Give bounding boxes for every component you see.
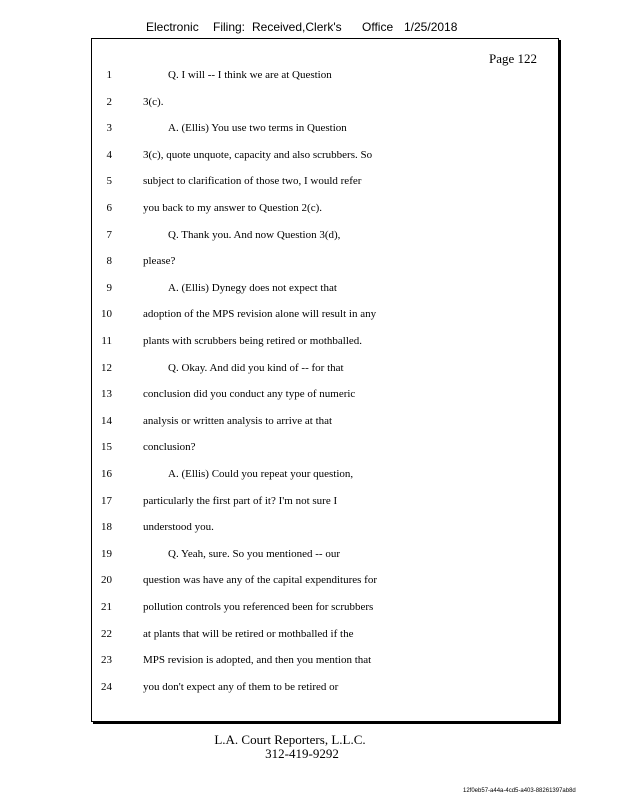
transcript-line: [92, 574, 558, 600]
line-text: analysis or written analysis to arrive at that: [143, 414, 333, 427]
line-text: understood you.: [143, 521, 214, 534]
line-number: 21: [101, 601, 112, 613]
transcript-page: [91, 38, 559, 722]
transcript-line: [92, 654, 558, 680]
transcript-line: [92, 468, 558, 494]
transcript-line: [92, 69, 558, 95]
page-number: Page 122: [488, 51, 537, 66]
transcript-line: [92, 282, 558, 308]
line-text: you back to my answer to Question 2(c).: [143, 202, 323, 214]
filing-electronic: Electronic: [146, 20, 199, 34]
line-number: 2: [106, 95, 112, 108]
filing-office: Office: [362, 20, 394, 34]
transcript-line: [92, 681, 558, 707]
line-text: you don't expect any of them to be retired or: [143, 680, 339, 693]
line-text: 3(c).: [143, 95, 164, 108]
line-number: 6: [106, 202, 112, 214]
line-number: 22: [101, 627, 112, 640]
line-number: 10: [101, 308, 112, 321]
reporter-phone: 312-419-9292: [265, 746, 339, 761]
transcript-line: [92, 548, 558, 574]
reporter-company: L.A. Court Reporters, L.L.C.: [214, 732, 366, 747]
line-text: adoption of the MPS revision alone will result in any: [143, 308, 377, 321]
line-number: 3: [106, 122, 112, 135]
filing-header: [146, 20, 466, 36]
filing-date: 1/25/2018: [404, 20, 458, 34]
transcript-line: [92, 175, 558, 201]
line-number: 19: [101, 547, 112, 560]
line-number: 4: [106, 148, 112, 161]
footer: [180, 733, 400, 761]
line-text: 3(c), quote unquote, capacity and also scrubbers. So: [143, 148, 373, 161]
line-number: 14: [101, 414, 112, 427]
line-number: 20: [101, 574, 112, 587]
line-text: A. (Ellis) Dynegy does not expect that: [168, 281, 337, 294]
line-number: 11: [101, 335, 112, 347]
line-number: 23: [101, 654, 112, 667]
line-text: at plants that will be retired or mothballed if the: [143, 627, 354, 640]
line-number: 8: [106, 255, 112, 268]
line-number: 7: [106, 228, 112, 241]
document-id: 12f0eb57-a44a-4cd5-a403-88261397ab8d: [463, 788, 576, 794]
transcript-line: [92, 628, 558, 654]
transcript-line: [92, 521, 558, 547]
line-text: Q. Yeah, sure. So you mentioned -- our: [168, 547, 341, 560]
filing-received: Received,Clerk's: [252, 20, 342, 34]
line-text: pollution controls you referenced been for scrubbers: [143, 601, 374, 613]
transcript-line: [92, 388, 558, 414]
line-number: 16: [101, 468, 112, 480]
line-text: subject to clarification of those two, I would refer: [143, 175, 362, 188]
line-text: Q. Thank you. And now Question 3(d),: [168, 228, 341, 241]
transcript-line: [92, 122, 558, 148]
line-number: 12: [101, 361, 112, 374]
line-text: Q. Okay. And did you kind of -- for that: [168, 361, 344, 374]
line-number: 1: [106, 69, 112, 81]
transcript-line: [92, 202, 558, 228]
line-text: A. (Ellis) You use two terms in Question: [168, 122, 347, 135]
line-text: A. (Ellis) Could you repeat your question,: [168, 468, 354, 480]
transcript-line: [92, 255, 558, 281]
transcript-line: [92, 335, 558, 361]
transcript-line: [92, 308, 558, 334]
filing-label: Filing:: [213, 20, 246, 34]
line-number: 5: [106, 175, 112, 188]
line-text: particularly the first part of it? I'm not sure I: [143, 494, 338, 507]
line-text: conclusion?: [143, 441, 196, 454]
line-text: conclusion did you conduct any type of numeric: [143, 388, 356, 401]
line-number: 9: [106, 281, 112, 294]
transcript-line: [92, 149, 558, 175]
line-text: MPS revision is adopted, and then you mention that: [143, 654, 372, 667]
line-number: 24: [101, 680, 112, 693]
transcript-line: [92, 601, 558, 627]
transcript-line: [92, 495, 558, 521]
transcript-line: [92, 229, 558, 255]
line-number: 17: [101, 494, 112, 507]
line-text: question was have any of the capital expenditures for: [143, 574, 377, 587]
line-number: 13: [101, 388, 112, 401]
transcript-line: [92, 441, 558, 467]
line-number: 15: [101, 441, 112, 454]
transcript-line: [92, 415, 558, 441]
line-text: plants with scrubbers being retired or mothballed.: [143, 335, 363, 347]
line-number: 18: [101, 521, 112, 534]
transcript-line: [92, 96, 558, 122]
line-text: please?: [143, 255, 176, 268]
transcript-line: [92, 362, 558, 388]
line-text: Q. I will -- I think we are at Question: [168, 69, 332, 81]
